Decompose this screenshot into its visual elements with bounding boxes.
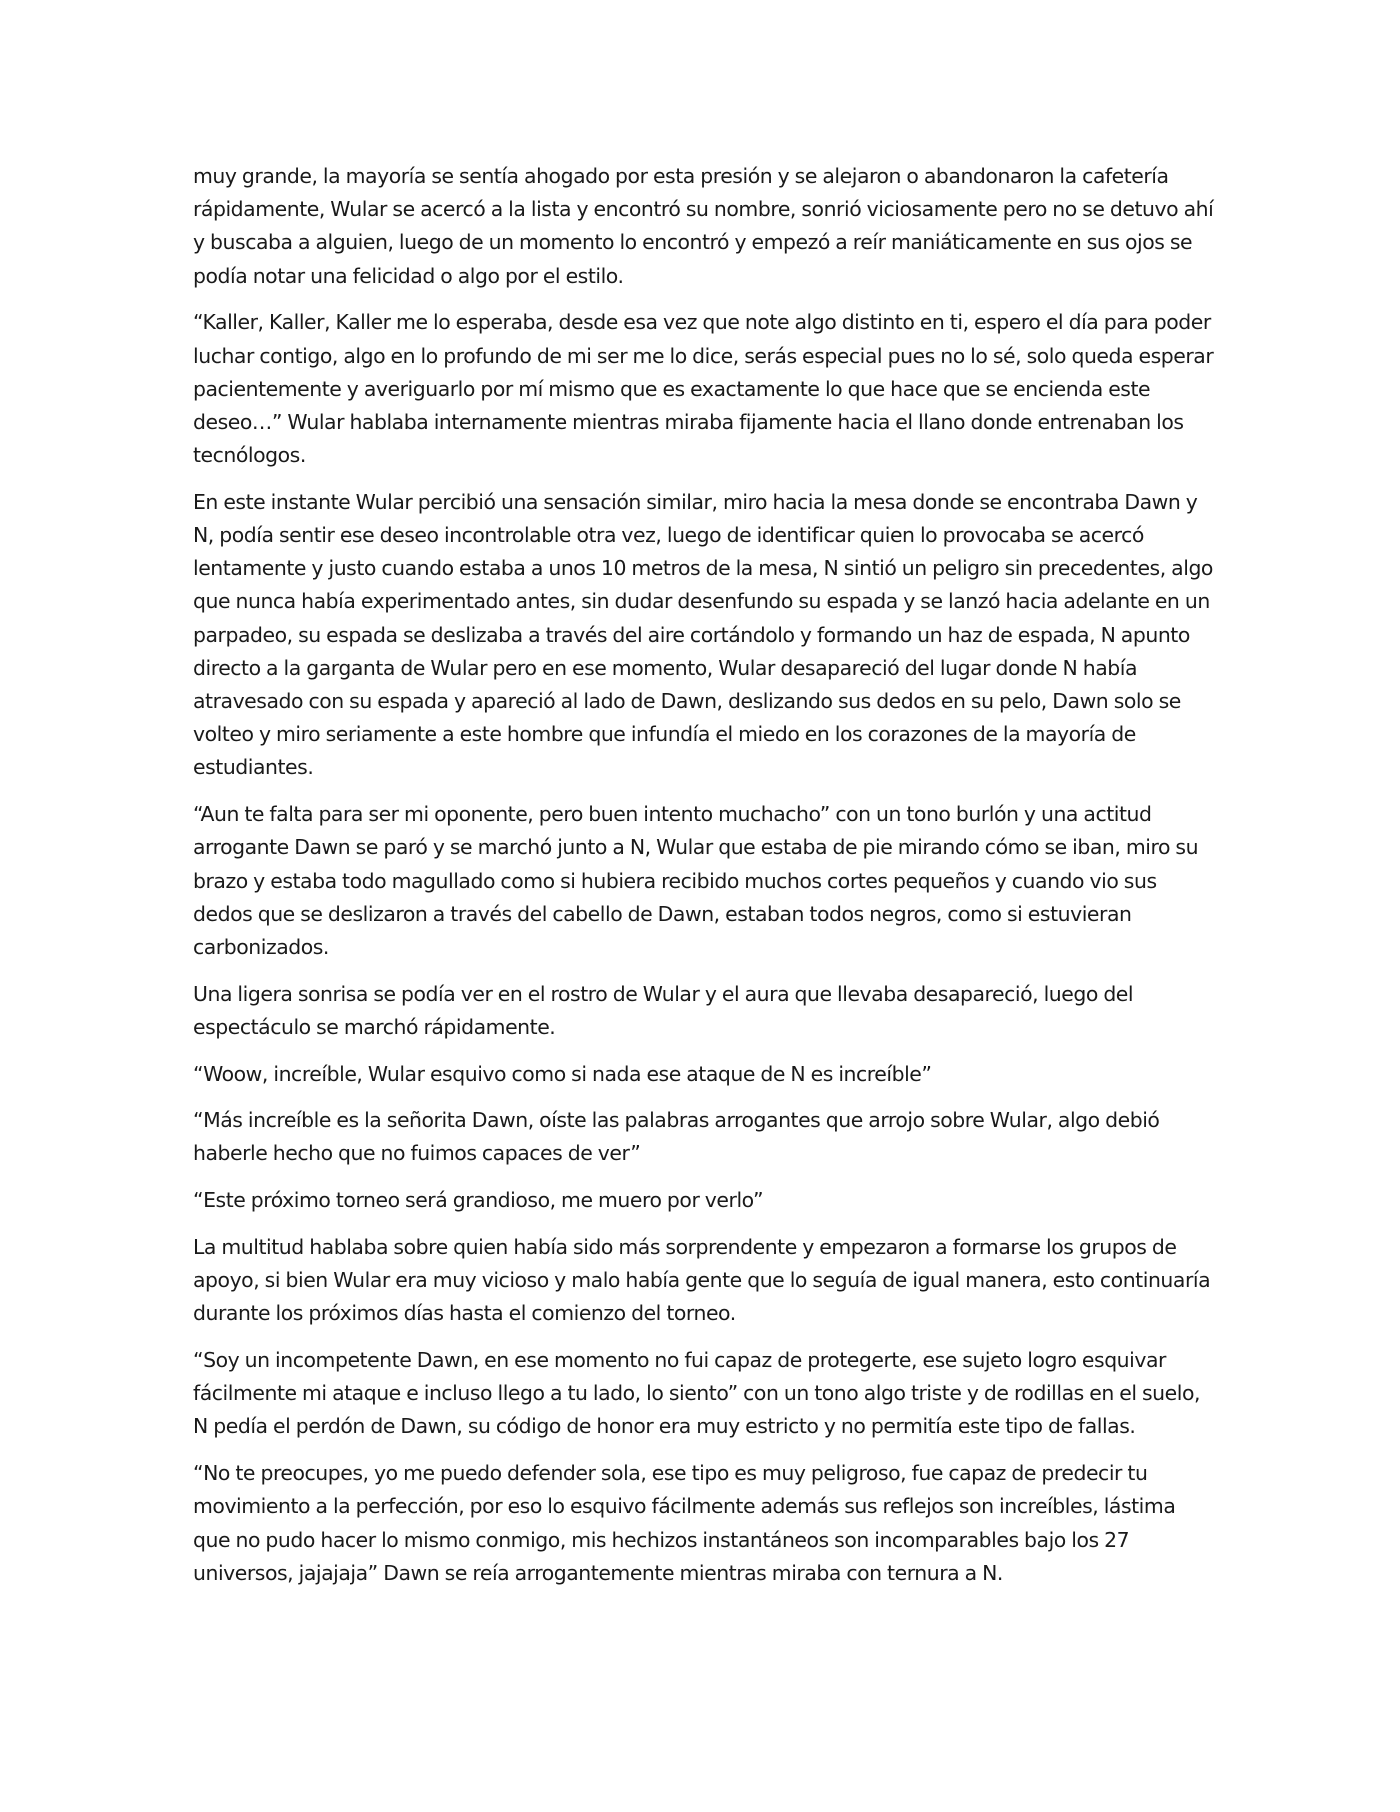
paragraph-4: “Aun te falta para ser mi oponente, pero buen intento muchacho” con un tono burlón y una actitud arrogante Dawn se paró y se marchó junto a N, Wular que estaba de pie mirando cómo se iban, miro su brazo y estaba todo magullado como si hubiera recibido muchos cortes pequeños y cuando vio sus dedos que se deslizaron a través del cabello de Dawn, estaban todos negros, como si estuvieran carbonizados. <box>193 802 1199 959</box>
paragraph-9: La multitud hablaba sobre quien había sido más sorprendente y empezaron a formarse los grupos de apoyo, si bien Wular era muy vicioso y malo había gente que lo seguía de igual manera, esto continuaría durante los próximos días hasta el comienzo del torneo. <box>193 1234 1211 1326</box>
paragraph-10: “Soy un incompetente Dawn, en ese momento no fui capaz de protegerte, ese sujeto logro esquivar fácilmente mi ataque e incluso llego a tu lado, lo siento” con un tono algo triste y de rodillas en el suelo, N pedía el perdón de Dawn, su código de honor era muy estricto y no permitía este tipo de fallas. <box>193 1348 1201 1439</box>
paragraph-7: “Más increíble es la señorita Dawn, oíste las palabras arrogantes que arrojo sobre Wular, algo debió haberle hecho que no fuimos capaces de ver” <box>193 1108 1160 1166</box>
paragraph-1: muy grande, la mayoría se sentía ahogado por esta presión y se alejaron o abandonaron la cafetería rápidamente, Wular se acercó a la lista y encontró su nombre, sonrió viciosamente pero no se detuvo ahí y buscaba a alguien, luego de un momento lo encontró y empezó a reír maniáticamente en sus ojos se podía notar una felicidad o algo por el estilo. <box>193 164 1214 288</box>
document-body <box>193 160 1215 1603</box>
paragraph-2: “Kaller, Kaller, Kaller me lo esperaba, desde esa vez que note algo distinto en ti, espero el día para poder luchar contigo, algo en lo profundo de mi ser me lo dice, serás especial pues no lo sé, solo queda esperar pacientemente y averiguarlo por mí mismo que es exactamente lo que hace que se encienda este deseo…” Wular hablaba internamente mientras miraba fijamente hacia el llano donde entrenaban los tecnólogos. <box>193 310 1214 468</box>
paragraph-6: “Woow, increíble, Wular esquivo como si nada ese ataque de N es increíble” <box>193 1061 932 1086</box>
paragraph-8: “Este próximo torneo será grandioso, me muero por verlo” <box>193 1188 764 1213</box>
paragraph-5: Una ligera sonrisa se podía ver en el rostro de Wular y el aura que llevaba desapareció, luego del espectáculo se marchó rápidamente. <box>193 981 1134 1039</box>
paragraph-3: En este instante Wular percibió una sensación similar, miro hacia la mesa donde se encontraba Dawn y N, podía sentir ese deseo incontrolable otra vez, luego de identificar quien lo provocaba se acercó lentamente y justo cuando estaba a unos 10 metros de la mesa, N sintió un peligro sin precedentes, algo que nunca había experimentado antes, sin dudar desenfundo su espada y se lanzó hacia adelante en un parpadeo, su espada se deslizaba a través del aire cortándolo y formando un haz de espada, N apunto directo a la garganta de Wular pero en ese momento, Wular desapareció del lugar donde N había atravesado con su espada y apareció al lado de Dawn, deslizando sus dedos en su pelo, Dawn solo se volteo y miro seriamente a este hombre que infundía el miedo en los corazones de la mayoría de estudiantes. <box>193 489 1213 780</box>
paragraph-11: “No te preocupes, yo me puedo defender sola, ese tipo es muy peligroso, fue capaz de predecir tu movimiento a la perfección, por eso lo esquivo fácilmente además sus reflejos son increíbles, lástima que no pudo hacer lo mismo conmigo, mis hechizos instantáneos son incomparables bajo los 27 universos, jajajaja” Dawn se reía arrogantemente mientras miraba con ternura a N. <box>193 1461 1176 1585</box>
